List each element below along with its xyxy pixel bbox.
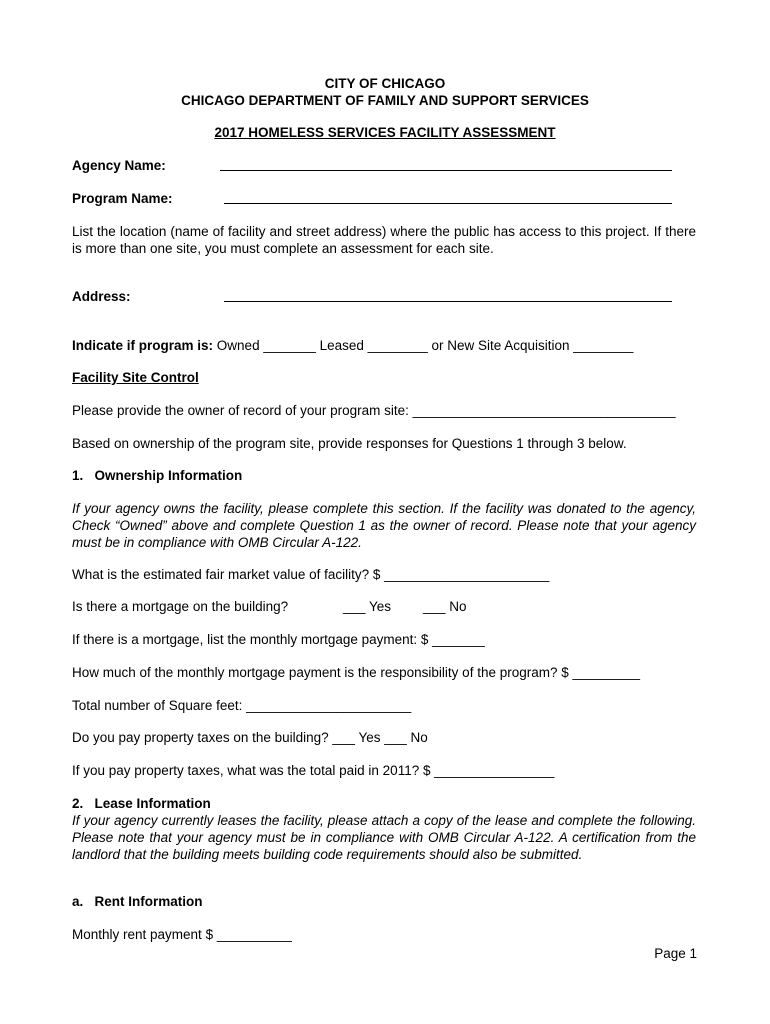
agency-name-label: Agency Name: bbox=[72, 158, 166, 173]
address-field[interactable] bbox=[224, 301, 672, 302]
property-taxes-question[interactable]: Do you pay property taxes on the building? ___ Yes ___ No bbox=[72, 730, 428, 745]
agency-name-field[interactable] bbox=[220, 170, 672, 171]
section-1-number: 1. bbox=[72, 468, 84, 483]
rent-number: a. bbox=[72, 894, 84, 909]
page-title: 2017 HOMELESS SERVICES FACILITY ASSESSMENT bbox=[214, 125, 556, 140]
section-2-heading bbox=[72, 796, 211, 811]
site-control-heading: Facility Site Control bbox=[72, 370, 199, 385]
section-1-title: Ownership Information bbox=[94, 468, 243, 483]
section-1-heading bbox=[72, 468, 242, 483]
monthly-rent-question[interactable]: Monthly rent payment $ __________ bbox=[72, 927, 292, 942]
square-feet-question[interactable]: Total number of Square feet: ______________________ bbox=[72, 698, 412, 713]
section-2-number: 2. bbox=[72, 796, 84, 811]
lease-intro: If your agency currently leases the facility, please attach a copy of the lease and complete the following. Please note that your agency must be in compliance with OMB Circular A-122. A certification from the landlord that the building meets building code requirements should also be submitted. bbox=[72, 813, 696, 862]
program-name-field[interactable] bbox=[224, 203, 672, 204]
page-number: Page 1 bbox=[654, 946, 697, 961]
location-instructions: List the location (name of facility and street address) where the public has access to this project. If there is more than one site, you must complete an assessment for each site. bbox=[72, 224, 696, 256]
header-city: CITY OF CHICAGO bbox=[324, 76, 446, 91]
ownership-note: Based on ownership of the program site, provide responses for Questions 1 through 3 below. bbox=[72, 436, 627, 451]
taxes-paid-question[interactable]: If you pay property taxes, what was the total paid in 2011? $ ________________ bbox=[72, 763, 555, 778]
ownership-intro: If your agency owns the facility, please complete this section. If the facility was donated to the agency, Check “Owned” above and complete Question 1 as the owner of record. Please note that your agency must be in compliance with OMB Circular A-122. bbox=[72, 501, 696, 550]
program-name-label: Program Name: bbox=[72, 191, 173, 206]
rent-heading bbox=[72, 894, 203, 909]
section-2-title: Lease Information bbox=[94, 796, 211, 811]
address-label: Address: bbox=[72, 289, 131, 304]
mortgage-responsibility-question[interactable]: How much of the monthly mortgage payment is the responsibility of the program? $ _________ bbox=[72, 665, 641, 680]
program-type-label: Indicate if program is: bbox=[72, 338, 214, 353]
program-type-line bbox=[72, 338, 633, 353]
market-value-question[interactable]: What is the estimated fair market value of facility? $ ______________________ bbox=[72, 567, 550, 582]
owner-of-record-prompt[interactable]: Please provide the owner of record of your program site: ___________________________________ bbox=[72, 403, 676, 418]
header-department: CHICAGO DEPARTMENT OF FAMILY AND SUPPORT SERVICES bbox=[181, 93, 589, 108]
mortgage-no-option[interactable]: ___ No bbox=[423, 599, 467, 614]
rent-title: Rent Information bbox=[94, 894, 203, 909]
monthly-mortgage-question[interactable]: If there is a mortgage, list the monthly mortgage payment: $ _______ bbox=[72, 632, 485, 647]
program-type-options[interactable]: Owned _______ Leased ________ or New Site Acquisition ________ bbox=[216, 338, 634, 353]
mortgage-question: Is there a mortgage on the building? bbox=[72, 599, 289, 614]
mortgage-yes-option[interactable]: ___ Yes bbox=[343, 599, 392, 614]
